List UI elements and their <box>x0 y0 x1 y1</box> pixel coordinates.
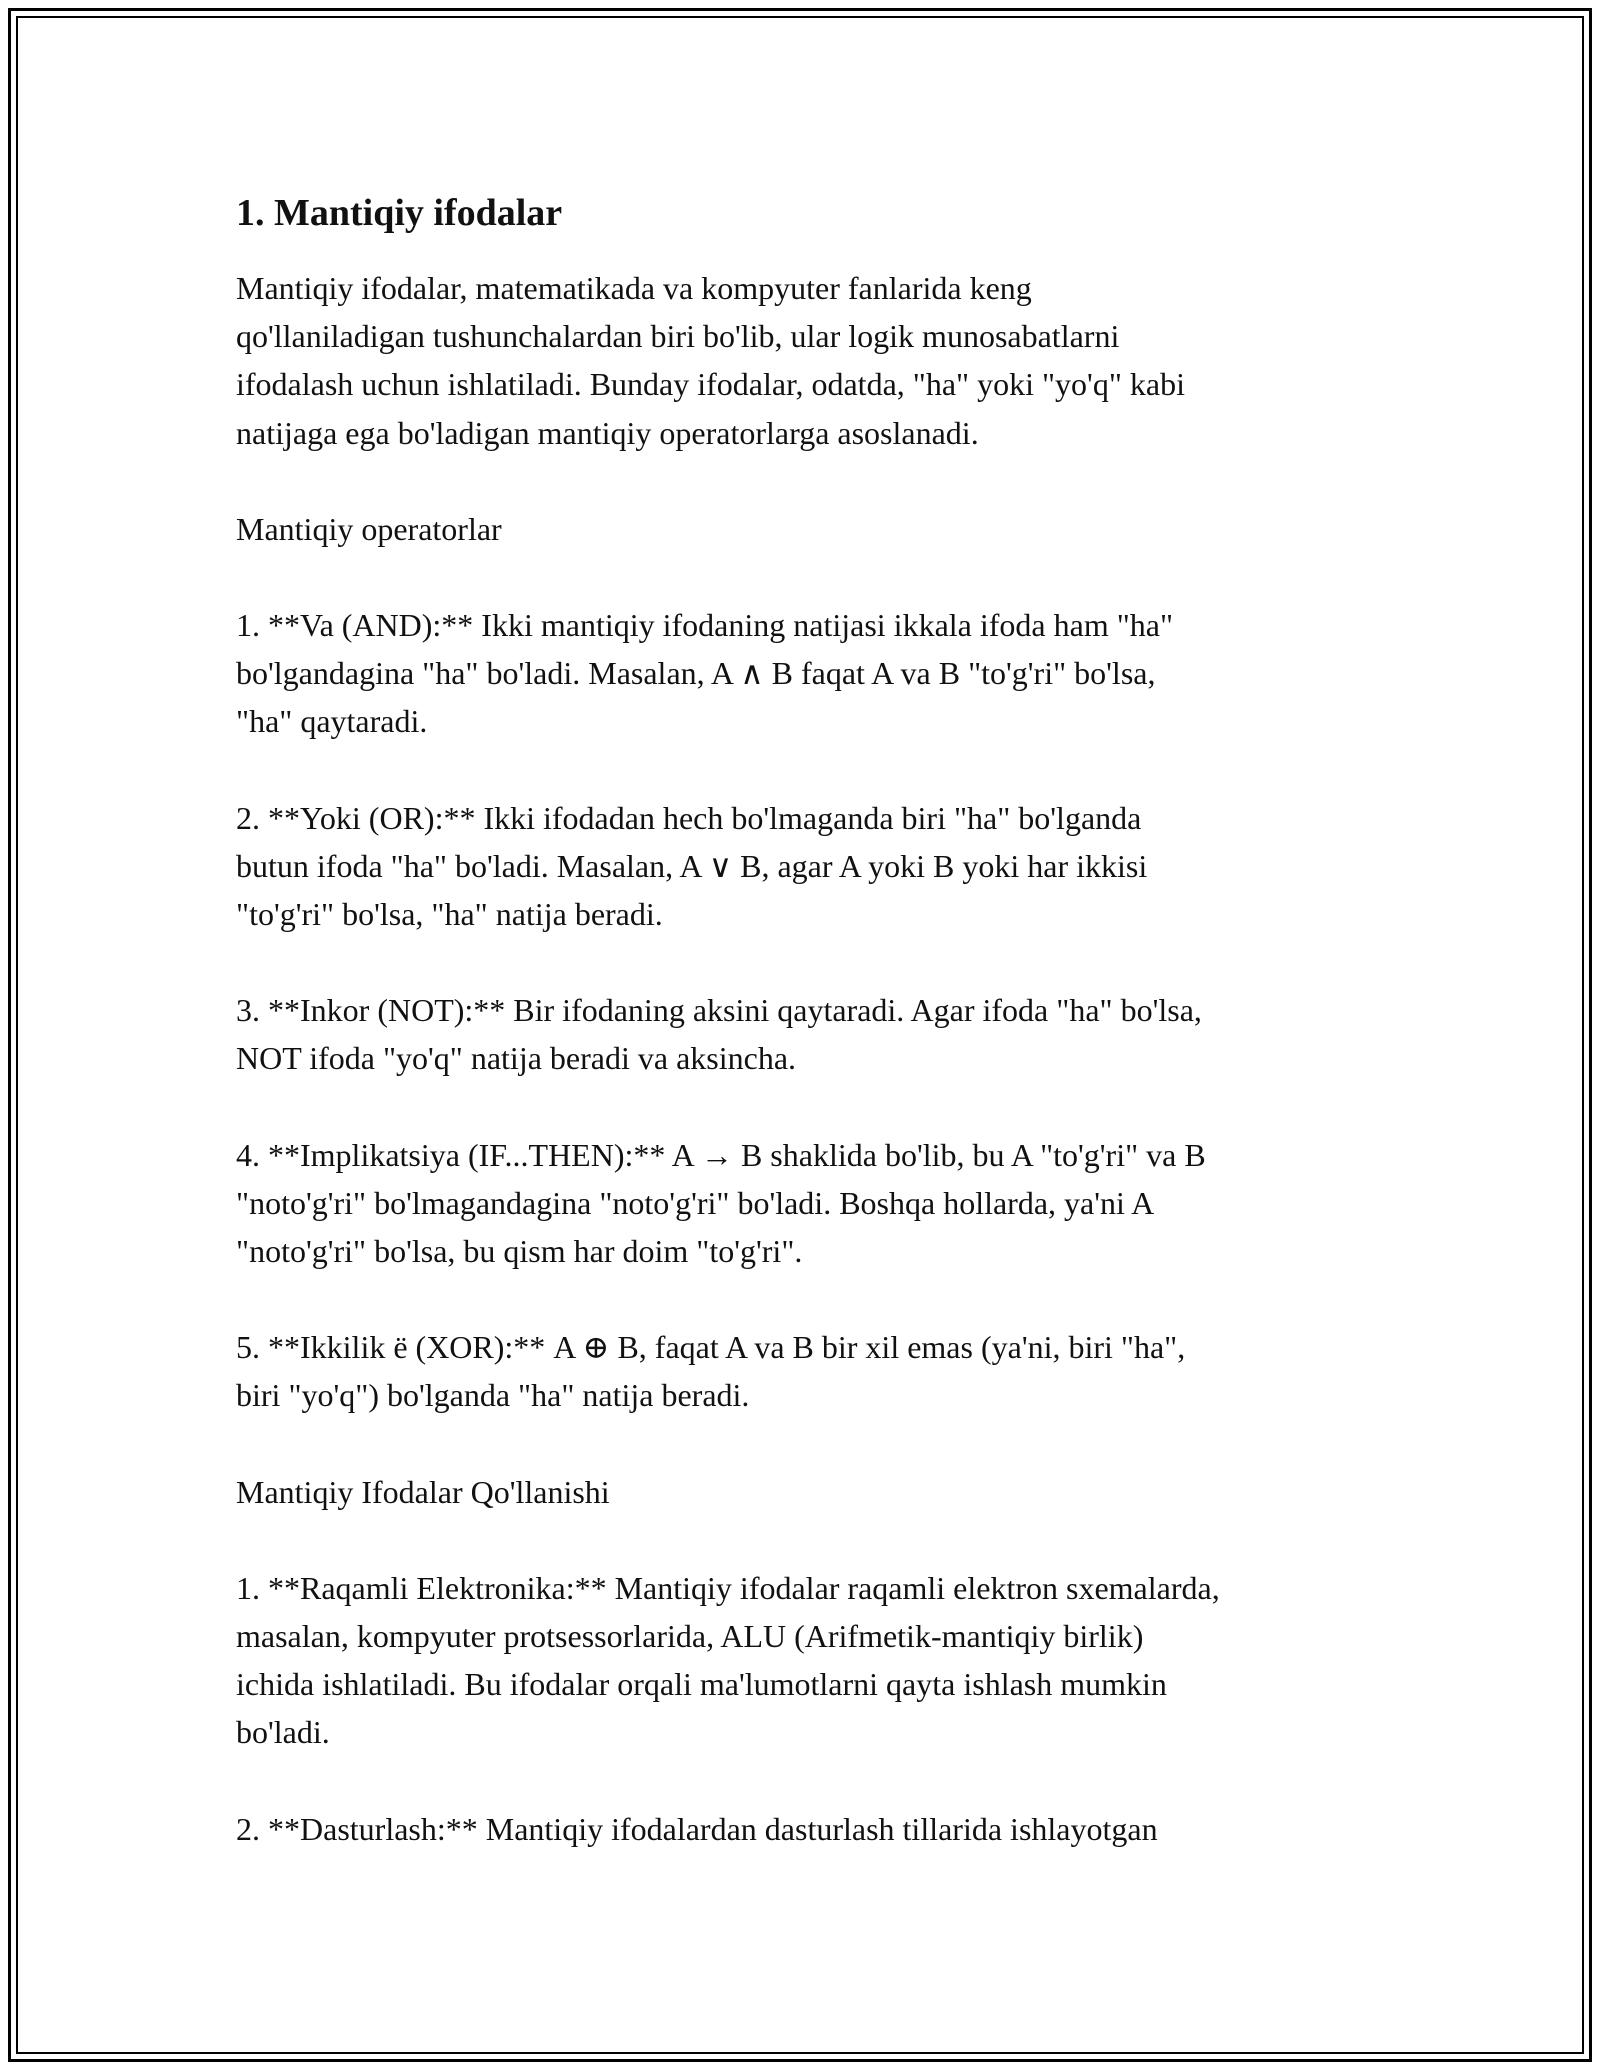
document-body <box>236 186 1376 1901</box>
operator-implication-paragraph: 4. **Implikatsiya (IF...THEN):** A → B shaklida bo'lib, bu A "to'g'ri" va B "noto'g'ri" bo'lmagandagina "noto'g'ri" bo'ladi. Boshqa hollarda, ya'ni A "noto'g'ri" bo'lsa, bu qism har doim "to'g'ri". <box>236 1136 1206 1270</box>
subheading-operators: Mantiqiy operatorlar <box>236 510 502 547</box>
subheading-applications: Mantiqiy Ifodalar Qo'llanishi <box>236 1473 610 1510</box>
operator-and-paragraph: 1. **Va (AND):** Ikki mantiqiy ifodaning natijasi ikkala ifoda ham "ha" bo'lgandagina "ha" bo'ladi. Masalan, A ∧ B faqat A va B "to'g'ri" bo'lsa, "ha" qaytaradi. <box>236 607 1174 740</box>
section-heading: 1. Mantiqiy ifodalar <box>236 192 563 234</box>
application-programming-paragraph: 2. **Dasturlash:** Mantiqiy ifodalardan dasturlash tillarida ishlayotgan <box>236 1810 1158 1847</box>
intro-paragraph: Mantiqiy ifodalar, matematikada va kompyuter fanlarida keng qo'llaniladigan tushunchalardan biri bo'lib, ular logik munosabatlarni ifodalash uchun ishlatiladi. Bunday ifodalar, odatda, "ha" yoki "yo'q" kabi natijaga ega bo'ladigan mantiqiy operatorlarga asoslanadi. <box>236 270 1185 451</box>
application-electronics-paragraph: 1. **Raqamli Elektronika:** Mantiqiy ifodalar raqamli elektron sxemalarda, masalan, kompyuter protsessorlarida, ALU (Arifmetik-mantiqiy birlik) ichida ishlatiladi. Bu ifodalar orqali ma'lumotlarni qayta ishlash mumkin bo'ladi. <box>236 1569 1220 1751</box>
operator-or-paragraph: 2. **Yoki (OR):** Ikki ifodadan hech bo'lmaganda biri "ha" bo'lganda butun ifoda "ha" bo'ladi. Masalan, A ∨ B, agar A yoki B yoki har ikkisi "to'g'ri" bo'lsa, "ha" natija beradi. <box>236 799 1148 933</box>
operator-not-paragraph: 3. **Inkor (NOT):** Bir ifodaning aksini qaytaradi. Agar ifoda "ha" bo'lsa, NOT ifoda "yo'q" natija beradi va aksincha. <box>236 992 1202 1077</box>
operator-xor-paragraph: 5. **Ikkilik ё (XOR):** A ⊕ B, faqat A va B bir xil emas (ya'ni, biri "ha", biri "yo'q") bo'lganda "ha" natija beradi. <box>236 1329 1186 1414</box>
